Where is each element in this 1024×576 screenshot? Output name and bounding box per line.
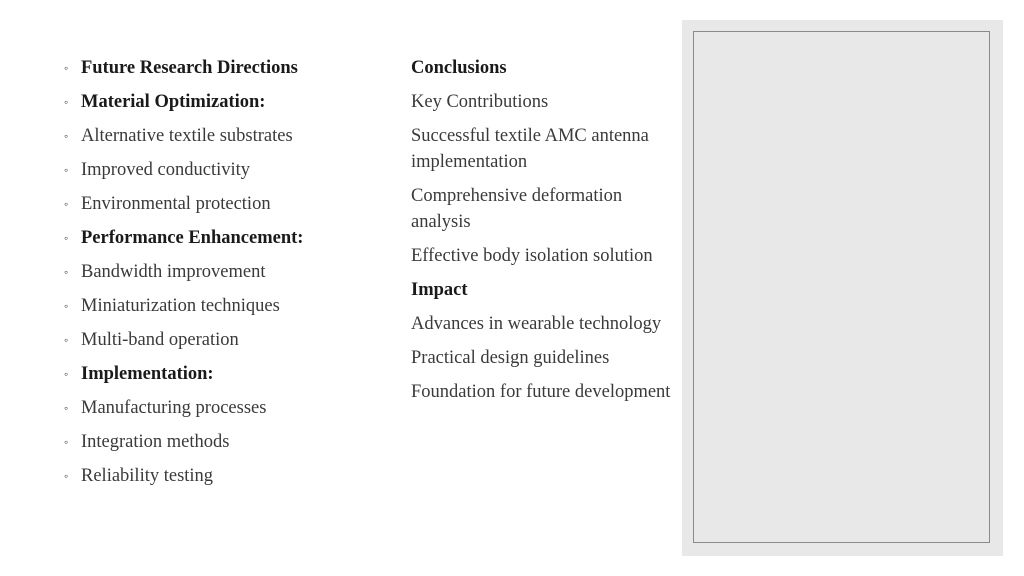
conclusions-column bbox=[411, 55, 671, 413]
bullet-icon: ◦ bbox=[64, 129, 69, 143]
left-list-item-text: Multi-band operation bbox=[81, 330, 239, 350]
right-list-item: Practical design guidelines bbox=[411, 348, 610, 368]
left-list-item-text: Miniaturization techniques bbox=[81, 296, 280, 316]
left-list-item bbox=[64, 123, 364, 157]
bullet-icon: ◦ bbox=[64, 197, 69, 211]
bullet-icon: ◦ bbox=[64, 265, 69, 279]
left-list-item bbox=[64, 225, 364, 259]
left-list-item bbox=[64, 157, 364, 191]
right-list-item: Conclusions bbox=[411, 58, 507, 78]
left-list-item bbox=[64, 89, 364, 123]
bullet-icon: ◦ bbox=[64, 469, 69, 483]
bullet-icon: ◦ bbox=[64, 333, 69, 347]
left-list-item bbox=[64, 327, 364, 361]
left-list-item-text: Environmental protection bbox=[81, 194, 271, 214]
left-list-item-text: Future Research Directions bbox=[81, 58, 298, 78]
image-placeholder-panel bbox=[682, 20, 1003, 556]
left-list-item-text: Implementation: bbox=[81, 364, 214, 384]
left-list-item bbox=[64, 429, 364, 463]
left-list-item bbox=[64, 55, 364, 89]
left-list-item bbox=[64, 259, 364, 293]
right-list-item: Comprehensive deformation analysis bbox=[411, 186, 623, 232]
image-placeholder-frame bbox=[693, 31, 990, 543]
left-list-item-text: Integration methods bbox=[81, 432, 230, 452]
bullet-icon: ◦ bbox=[64, 435, 69, 449]
left-list-item bbox=[64, 463, 364, 497]
left-list-item bbox=[64, 191, 364, 225]
right-list-item: Successful textile AMC antenna implementation bbox=[411, 126, 649, 172]
right-list-item: Key Contributions bbox=[411, 92, 549, 112]
left-list-item-text: Manufacturing processes bbox=[81, 398, 267, 418]
bullet-icon: ◦ bbox=[64, 95, 69, 109]
bullet-icon: ◦ bbox=[64, 367, 69, 381]
left-list-item-text: Performance Enhancement: bbox=[81, 228, 304, 248]
bullet-icon: ◦ bbox=[64, 163, 69, 177]
right-list-item: Impact bbox=[411, 280, 468, 300]
right-list-item: Effective body isolation solution bbox=[411, 246, 653, 266]
left-list-item bbox=[64, 395, 364, 429]
right-list-item: Foundation for future development bbox=[411, 382, 671, 402]
right-list-item: Advances in wearable technology bbox=[411, 314, 662, 334]
bullet-icon: ◦ bbox=[64, 231, 69, 245]
left-list-item bbox=[64, 293, 364, 327]
left-list-item-text: Material Optimization: bbox=[81, 92, 266, 112]
bullet-icon: ◦ bbox=[64, 61, 69, 75]
left-list-item-text: Reliability testing bbox=[81, 466, 214, 486]
left-list-item-text: Improved conductivity bbox=[81, 160, 251, 180]
bullet-icon: ◦ bbox=[64, 299, 69, 313]
left-list-item-text: Bandwidth improvement bbox=[81, 262, 266, 282]
left-list-item-text: Alternative textile substrates bbox=[81, 126, 293, 146]
bullet-icon: ◦ bbox=[64, 401, 69, 415]
left-list-item bbox=[64, 361, 364, 395]
future-research-list bbox=[64, 55, 364, 497]
